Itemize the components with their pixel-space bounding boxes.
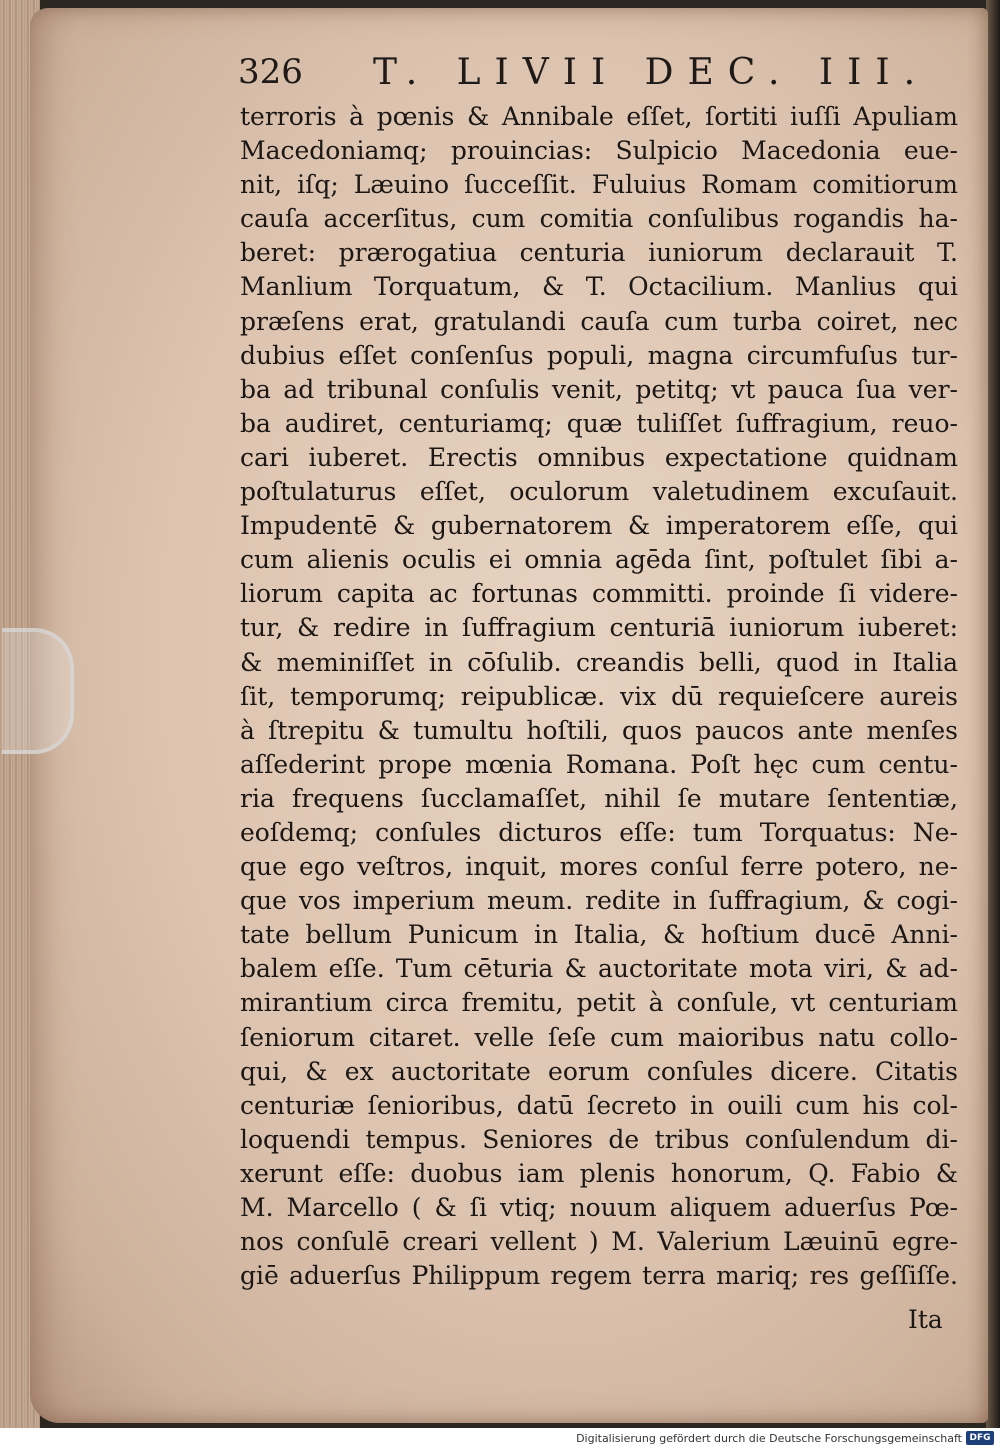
text-line: terroris à pœnis & Annibale eſſet, ſortiti iuſſi Apuliam (240, 102, 958, 131)
text-line: poſtulaturus eſſet, oculorum valetudinem excuſauit. (240, 477, 958, 507)
text-line: & meminiſſet in cōſulib. creandis belli, quod in Italia (240, 647, 958, 677)
page-number: 326 (238, 52, 303, 92)
funding-credit: Digitalisierung gefördert durch die Deutsche Forschungsgemeinschaft (576, 1432, 962, 1445)
text-line: qui, & ex auctoritate eorum conſules dicere. Citatis (240, 1056, 958, 1086)
text-line: tur, & redire in ſuffragium centuriā iuniorum iuberet: (240, 613, 958, 643)
running-title: T. LIVII DEC. III. (373, 52, 930, 93)
text-line: cari iuberet. Erectis omnibus expectatione quidnam (240, 442, 958, 472)
text-line: ſeniorum citaret. velle ſeſe cum maioribus natu collo- (240, 1022, 958, 1052)
text-line: Macedoniamq; prouincias: Sulpicio Macedonia eue- (240, 136, 958, 166)
text-line: balem eſſe. Tum cēturia & auctoritate mota viri, & ad- (240, 954, 958, 984)
dfg-logo: DFG (966, 1431, 994, 1445)
text-line: ſit, temporumq; reipublicæ. vix dū requieſcere aureis (240, 681, 958, 711)
text-line: tate bellum Punicum in Italia, & hoſtium ducē Anni- (240, 920, 958, 950)
body-text (240, 100, 958, 1293)
footer-bar (0, 1428, 1000, 1450)
text-line: nos conſulē creari vellent ) M. Valerium Læuinū egre- (240, 1227, 958, 1257)
text-line: ba audiret, centuriamq; quæ tuliſſet ſuffragium, reuo- (240, 408, 958, 438)
text-line: beret: prærogatiua centuria iuniorum declarauit T. (240, 238, 958, 268)
text-line: que ego veſtros, inquit, mores conſul ferre potero, ne- (240, 852, 958, 882)
text-line: ba ad tribunal conſulis venit, petitq; vt pauca ſua ver- (240, 374, 958, 404)
running-header (238, 52, 958, 92)
binding-shadow (986, 0, 1000, 1428)
page-clip (2, 628, 74, 754)
text-line: que vos imperium meum. redite in ſuffragium, & cogi- (240, 886, 958, 916)
text-line: dubius eſſet conſenſus populi, magna circumfuſus tur- (240, 340, 958, 370)
text-line: mirantium circa fremitu, petit à conſule, vt centuriam (240, 988, 958, 1018)
text-line: xerunt eſſe: duobus iam plenis honorum, Q. Fabio & (240, 1158, 958, 1188)
text-line: cum alienis oculis ei omnia agēda ſint, poſtulet ſibi a- (240, 545, 958, 575)
text-line: à ſtrepitu & tumultu hoſtili, quos paucos ante menſes (240, 715, 958, 745)
text-line: præſens erat, gratulandi cauſa cum turba coiret, nec (240, 306, 958, 336)
text-line: loquendi tempus. Seniores de tribus conſulendum di- (240, 1124, 958, 1154)
text-line: Manlium Torquatum, & T. Octacilium. Manlius qui (240, 272, 958, 302)
text-line: liorum capita ac fortunas committi. proinde ſi videre- (240, 579, 958, 609)
text-line: Impudentē & gubernatorem & imperatorem eſſe, qui (240, 511, 958, 541)
text-line: centuriæ ſenioribus, datū ſecreto in ouili cum his col- (240, 1090, 958, 1120)
text-line: cauſa accerſitus, cum comitia conſulibus rogandis ha- (240, 204, 958, 234)
catchword: Ita (908, 1305, 943, 1334)
text-line: ria frequens ſucclamaſſet, nihil ſe mutare ſententiæ, (240, 783, 958, 813)
text-line: giē aduerſus Philippum regem terra mariq; res geſſiſſe. (240, 1261, 958, 1291)
text-line: nit, iſq; Læuino ſucceſſit. Fuluius Romam comitiorum (240, 170, 958, 200)
text-line: M. Marcello ( & ſi vtiq; nouum aliquem aduerſus Pœ- (240, 1193, 958, 1222)
text-line: aſſederint prope mœnia Romana. Poſt hęc cum centu- (240, 749, 958, 779)
text-line: eoſdemq; conſules dicturos eſſe: tum Torquatus: Ne- (240, 817, 958, 847)
